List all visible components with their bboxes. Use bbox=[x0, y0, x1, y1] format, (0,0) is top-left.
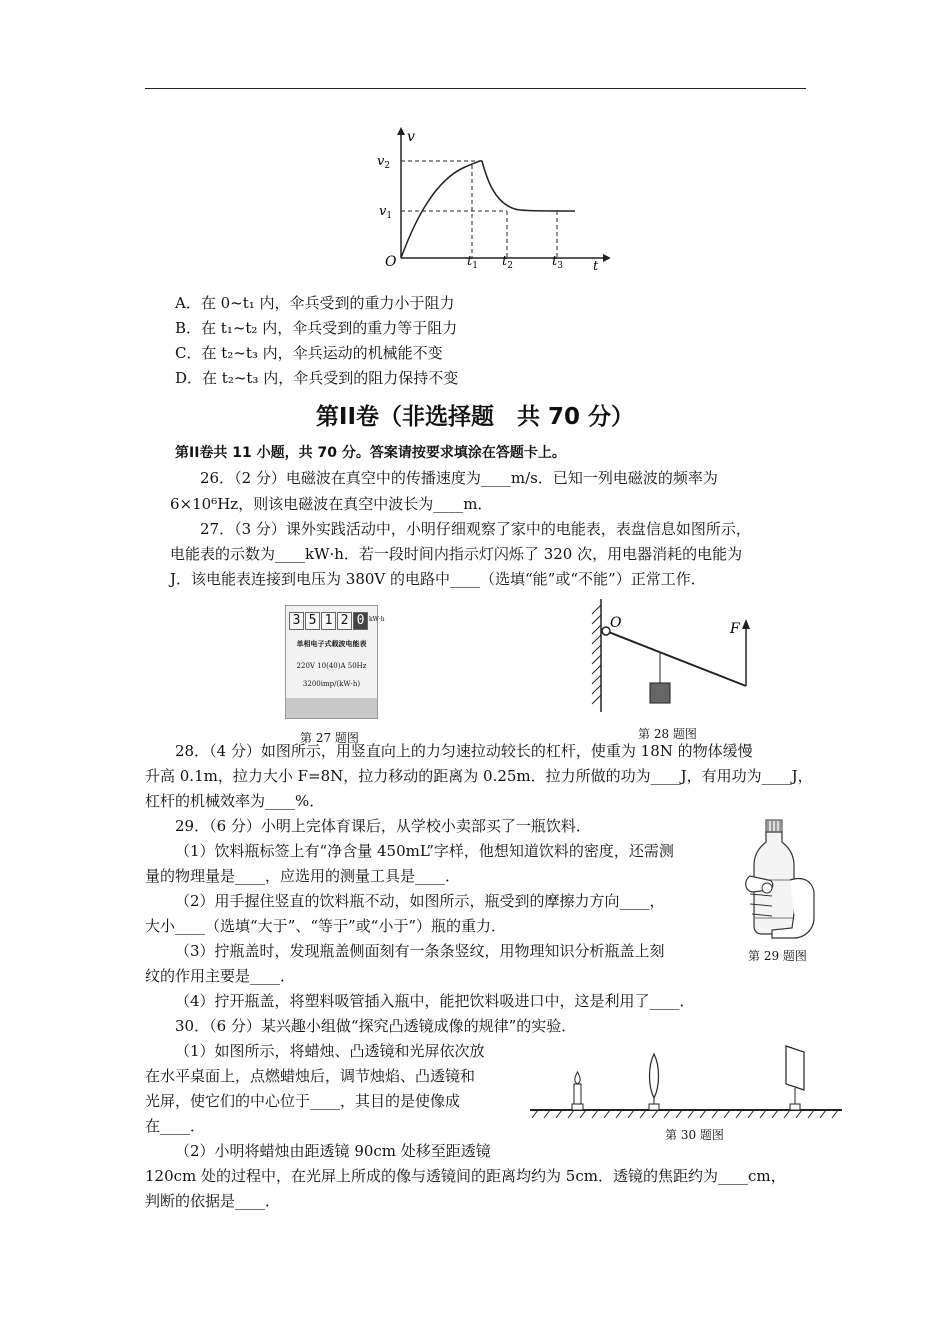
electricity-meter bbox=[285, 605, 385, 719]
q27-line3: J．该电能表连接到电压为 380V 的电路中____（选填“能”或“不能”）正常工作． bbox=[170, 570, 706, 588]
option-a: A．在 0~t₁ 内，伞兵受到的重力小于阻力 bbox=[175, 294, 455, 312]
q29-line1: 29．（6 分）小明上完体育课后，从学校小卖部买了一瓶饮料． bbox=[175, 817, 591, 835]
pivot bbox=[602, 627, 610, 635]
thumb-tip bbox=[762, 883, 772, 893]
t-axis-label: t bbox=[593, 259, 599, 274]
meter-digit: 3 bbox=[289, 612, 304, 630]
candle-holder bbox=[572, 1104, 583, 1110]
t2-label: $t_2$ bbox=[502, 254, 513, 271]
section-instruction: 第II卷共 11 小题，共 70 分。答案请按要求填涂在答题卡上。 bbox=[175, 445, 566, 461]
q30-line3: 在水平桌面上，点燃蜡烛后，调节烛焰、凸透镜和 bbox=[145, 1067, 476, 1085]
meter-unit: kW·h bbox=[369, 616, 385, 623]
q30-line6: （2）小明将蜡烛由距透镜 90cm 处移至距透镜 bbox=[175, 1142, 491, 1160]
v1-label: $v_1$ bbox=[379, 204, 393, 221]
q30-line8: 判断的依据是____． bbox=[145, 1192, 281, 1210]
optical-bench-figure bbox=[528, 1040, 846, 1122]
flame-icon bbox=[575, 1072, 580, 1084]
q29-line2: （1）饮料瓶标签上有“净含量 450mL”字样，他想知道饮料的密度，还需测 bbox=[175, 842, 674, 860]
fig29-caption: 第 29 题图 bbox=[748, 949, 807, 963]
lever-bar bbox=[606, 631, 746, 686]
q29-line6: （3）拧瓶盖时，发现瓶盖侧面刻有一条条竖纹，用物理知识分析瓶盖上刻 bbox=[175, 942, 665, 960]
q28-line1: 28．（4 分）如图所示，用竖直向上的力匀速拉动较长的杠杆，使重为 18N 的物体缓慢 bbox=[175, 742, 753, 760]
q30-line7: 120cm 处的过程中，在光屏上所成的像与透镜间的距离均约为 5cm．透镜的焦距约为____cm， bbox=[145, 1167, 786, 1185]
q28-line2: 升高 0.1m，拉力大小 F=8N，拉力移动的距离为 0.25m．拉力所做的功为____J，有用功为____J， bbox=[145, 767, 813, 785]
q30-line1: 30．（6 分）某兴趣小组做“探究凸透镜成像的规律”的实验． bbox=[175, 1017, 577, 1035]
pivot-label: O bbox=[610, 615, 622, 631]
q27-line1: 27．（3 分）课外实践活动中，小明仔细观察了家中的电能表，表盘信息如图所示， bbox=[200, 520, 751, 538]
v2-label: $v_2$ bbox=[377, 154, 391, 171]
x-axis-arrow-icon bbox=[603, 254, 610, 262]
wall-hatching bbox=[592, 605, 601, 704]
q29-line5: 大小____（选填“大于”、“等于”或“小于”）瓶的重力． bbox=[145, 917, 507, 935]
meter-digit: 1 bbox=[321, 612, 336, 630]
q29-line8: （4）拧开瓶盖，将塑料吸管插入瓶中，能把饮料吸进口中，这是利用了____． bbox=[175, 992, 695, 1010]
screen-holder bbox=[790, 1104, 800, 1110]
q29-line4: （2）用手握住竖直的饮料瓶不动，如图所示，瓶受到的摩擦力方向____， bbox=[175, 892, 665, 910]
meter-display bbox=[289, 612, 385, 630]
light-screen bbox=[786, 1046, 804, 1090]
weight-block bbox=[650, 683, 670, 703]
origin-label: O bbox=[385, 254, 397, 270]
q30-line4: 光屏，使它们的中心位于____，其目的是使像成 bbox=[145, 1092, 461, 1110]
option-c: C．在 t₂~t₃ 内，伞兵运动的机械能不变 bbox=[175, 344, 443, 362]
y-axis-arrow-icon bbox=[397, 127, 405, 135]
meter-name: 单相电子式载波电能表 bbox=[296, 640, 367, 648]
q30-line5: 在____． bbox=[145, 1117, 206, 1135]
option-b: B．在 t₁~t₂ 内，伞兵受到的重力等于阻力 bbox=[175, 319, 458, 337]
lever-figure bbox=[588, 597, 758, 715]
meter-base bbox=[286, 698, 377, 718]
section-title: 第II卷（非选择题 共 70 分） bbox=[315, 404, 635, 430]
meter-digit: 5 bbox=[305, 612, 320, 630]
meter-digit: 2 bbox=[337, 612, 352, 630]
meter-imp: 3200imp/(kW·h) bbox=[302, 680, 361, 688]
fig28-caption: 第 28 题图 bbox=[638, 727, 697, 741]
velocity-curve bbox=[401, 161, 575, 258]
option-d: D．在 t₂~t₃ 内，伞兵受到的阻力保持不变 bbox=[175, 369, 459, 387]
force-arrow-icon bbox=[742, 619, 750, 629]
lens-holder bbox=[649, 1104, 659, 1110]
q29-line3: 量的物理量是____，应选用的测量工具是____． bbox=[145, 867, 461, 885]
q26-line2: 6×10⁶Hz，则该电磁波在真空中波长为____m． bbox=[170, 495, 493, 513]
q27-line2: 电能表的示数为____kW·h．若一段时间内指示灯闪烁了 320 次，用电器消耗的电能为 bbox=[170, 545, 743, 563]
q29-line7: 纹的作用主要是____． bbox=[145, 967, 296, 985]
y-axis-label: v bbox=[407, 129, 415, 145]
header-rule bbox=[145, 88, 806, 89]
fig30-caption: 第 30 题图 bbox=[665, 1128, 724, 1142]
meter-digit: 0 bbox=[353, 612, 368, 630]
t1-label: $t_1$ bbox=[467, 254, 478, 271]
q28-line3: 杠杆的机械效率为____%． bbox=[145, 792, 325, 810]
meter-digits bbox=[289, 612, 368, 630]
convex-lens bbox=[650, 1054, 659, 1098]
velocity-time-graph bbox=[365, 125, 610, 275]
fig27-caption: 第 27 题图 bbox=[300, 731, 359, 745]
q30-line2: （1）如图所示，将蜡烛、凸透镜和光屏依次放 bbox=[175, 1042, 485, 1060]
force-label: F bbox=[730, 621, 740, 637]
t3-label: $t_3$ bbox=[552, 254, 563, 271]
bottle-figure bbox=[742, 818, 817, 940]
candle bbox=[574, 1084, 581, 1106]
meter-rating: 220V 10(40)A 50Hz bbox=[296, 662, 367, 670]
bench-hatching bbox=[532, 1110, 838, 1118]
q26-line1: 26．（2 分）电磁波在真空中的传播速度为____m/s．已知一列电磁波的频率为 bbox=[200, 469, 718, 487]
